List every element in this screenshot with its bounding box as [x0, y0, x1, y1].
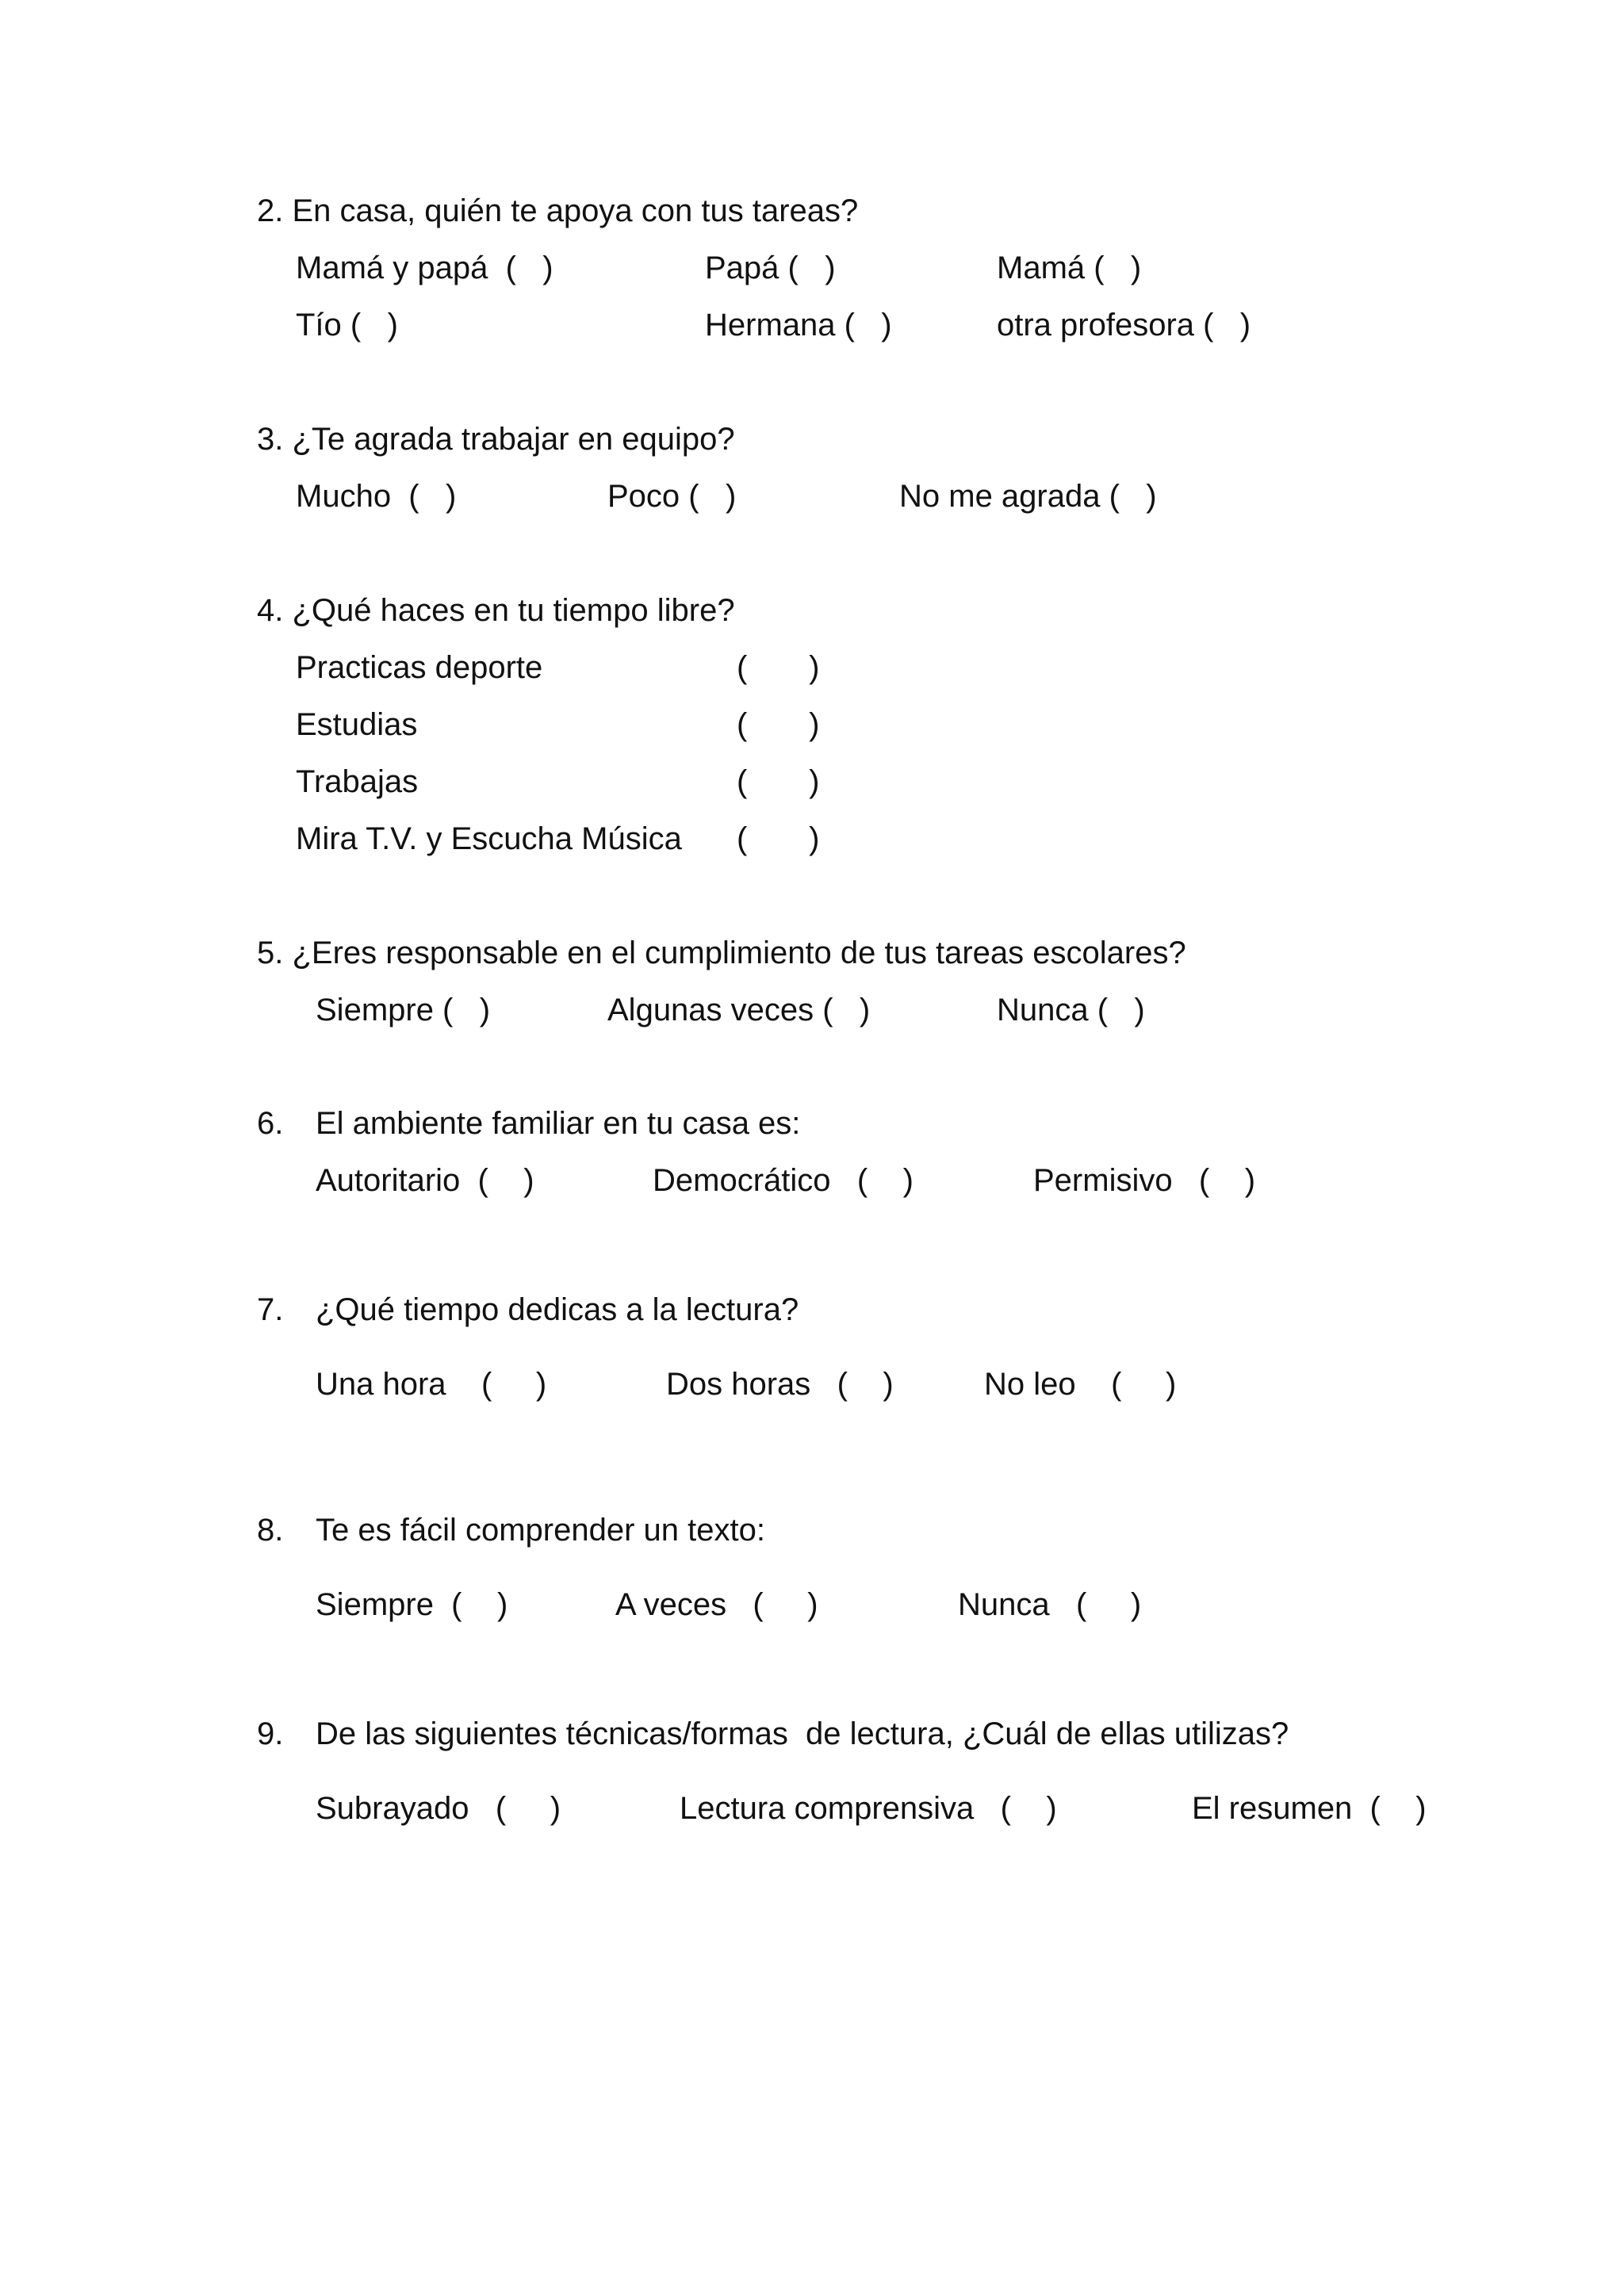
q4-option-tv-musica: Mira T.V. y Escucha Música — [296, 821, 682, 856]
q4-checkbox-estudias[interactable]: ( ) — [737, 707, 820, 742]
q4-checkbox-deporte[interactable]: ( ) — [737, 650, 820, 685]
q8-question: Te es fácil comprender un texto: — [316, 1513, 765, 1548]
q7-option-dos-horas[interactable]: Dos horas ( ) — [666, 1367, 894, 1402]
q6-number: 6. — [257, 1106, 284, 1141]
q6-option-permisivo[interactable]: Permisivo ( ) — [1033, 1163, 1256, 1198]
q9-number: 9. — [257, 1716, 284, 1751]
q5-option-nunca[interactable]: Nunca ( ) — [997, 993, 1145, 1027]
q7-option-una-hora[interactable]: Una hora ( ) — [316, 1367, 547, 1402]
q4-checkbox-trabajas[interactable]: ( ) — [737, 764, 820, 799]
q3-option-mucho[interactable]: Mucho ( ) — [296, 479, 457, 514]
q3-option-no-me-agrada[interactable]: No me agrada ( ) — [899, 479, 1157, 514]
q3-question: 3. ¿Te agrada trabajar en equipo? — [257, 422, 735, 457]
q9-option-lectura-comprensiva[interactable]: Lectura comprensiva ( ) — [680, 1791, 1057, 1826]
q5-option-algunas-veces[interactable]: Algunas veces ( ) — [607, 993, 871, 1027]
q4-question: 4. ¿Qué haces en tu tiempo libre? — [257, 593, 735, 628]
q9-option-subrayado[interactable]: Subrayado ( ) — [316, 1791, 561, 1826]
q8-number: 8. — [257, 1513, 284, 1548]
q5-question: 5. ¿Eres responsable en el cumplimiento de tus tareas escolares? — [257, 936, 1186, 970]
q7-question: ¿Qué tiempo dedicas a la lectura? — [316, 1292, 799, 1327]
q2-option-otra-profesora[interactable]: otra profesora ( ) — [997, 308, 1251, 342]
q6-option-autoritario[interactable]: Autoritario ( ) — [316, 1163, 534, 1198]
q4-option-deporte: Practicas deporte — [296, 650, 543, 685]
q8-option-siempre[interactable]: Siempre ( ) — [316, 1587, 508, 1622]
q8-option-a-veces[interactable]: A veces ( ) — [615, 1587, 818, 1622]
q4-option-estudias: Estudias — [296, 707, 418, 742]
q4-checkbox-tv-musica[interactable]: ( ) — [737, 821, 820, 856]
q5-option-siempre[interactable]: Siempre ( ) — [316, 993, 491, 1027]
q2-option-tio[interactable]: Tío ( ) — [296, 308, 398, 342]
q7-number: 7. — [257, 1292, 284, 1327]
q2-option-mama-papa[interactable]: Mamá y papá ( ) — [296, 251, 553, 285]
q2-option-papa[interactable]: Papá ( ) — [705, 251, 836, 285]
q2-option-hermana[interactable]: Hermana ( ) — [705, 308, 892, 342]
q9-question: De las siguientes técnicas/formas de lectura, ¿Cuál de ellas utilizas? — [316, 1716, 1289, 1751]
q4-option-trabajas: Trabajas — [296, 764, 419, 799]
q9-option-el-resumen[interactable]: El resumen ( ) — [1192, 1791, 1427, 1826]
q7-option-no-leo[interactable]: No leo ( ) — [984, 1367, 1177, 1402]
q6-option-democratico[interactable]: Democrático ( ) — [653, 1163, 914, 1198]
q3-option-poco[interactable]: Poco ( ) — [607, 479, 737, 514]
q2-question: 2. En casa, quién te apoya con tus tareas? — [257, 193, 859, 228]
q2-option-mama[interactable]: Mamá ( ) — [997, 251, 1142, 285]
q6-question: El ambiente familiar en tu casa es: — [316, 1106, 801, 1141]
q8-option-nunca[interactable]: Nunca ( ) — [958, 1587, 1142, 1622]
